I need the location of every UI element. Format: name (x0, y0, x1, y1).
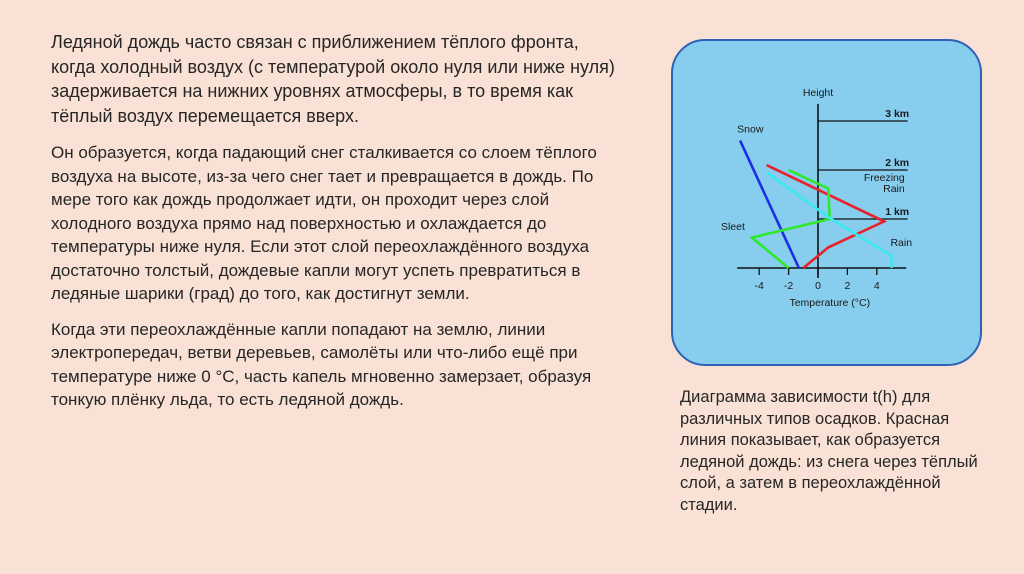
diagram-panel (671, 39, 982, 366)
height-level-label-0: 3 km (885, 108, 910, 120)
paragraph-warm-front: Ледяной дождь часто связан с приближением тёплого фронта, когда холодный воздух (с температурой около нуля или ниже нуля) задерживается на нижних уровнях атмосферы, в то время как тёплый воздух перемещается вверх. (51, 32, 615, 126)
x-tick-label-2: 0 (815, 280, 821, 292)
series-line-snow (740, 141, 799, 268)
article-text (51, 30, 621, 412)
diagram-caption: Диаграмма зависимости t(h) для различных типов осадков. Красная линия показывает, как образуется ледяной дождь: из снега через тёплый слой, а затем в переохлаждённой стадии. (680, 388, 978, 514)
paragraph-freezing: Когда эти переохлаждённые капли попадают на землю, линии электропередач, ветви деревьев, самолёты или что-либо ещё при температуре ниже 0 °C, часть капель мгновенно замерзает, образуя тонкую плёнку льда, то есть ледяной дождь. (51, 319, 592, 409)
x-tick-label-0: -4 (754, 280, 764, 292)
series-label-snow: Snow (737, 123, 764, 136)
height-level-label-1: 2 km (885, 157, 910, 169)
series-label-freezing-rain-line1: Freezing (863, 171, 905, 184)
height-level-label-2: 1 km (885, 206, 910, 218)
x-tick-label-3: 2 (844, 280, 851, 292)
x-axis-title: Temperature (°C) (789, 297, 871, 309)
paragraph-formation: Он образуется, когда падающий снег сталкивается со слоем тёплого воздуха на высоте, из-за чего снег тает и превращается в дождь. По мере того как дождь продолжает идти, он проходит через слой холодного воздуха прямо над поверхностью и охлаждается до температуры ниже нуля. Если этот слой переохлаждённого воздуха достаточно толстый, дождевые капли могут успеть превратиться в ледяные шарики (град) до того, как достигнут земли. (51, 143, 597, 303)
temperature-height-chart (673, 41, 982, 366)
series-label-sleet: Sleet (720, 220, 745, 233)
y-axis-title: Height (802, 86, 834, 99)
series-label-rain: Rain (890, 236, 913, 249)
x-tick-label-4: 4 (873, 280, 880, 292)
series-label-freezing-rain-line2: Rain (883, 183, 905, 196)
x-tick-label-1: -2 (783, 280, 794, 292)
